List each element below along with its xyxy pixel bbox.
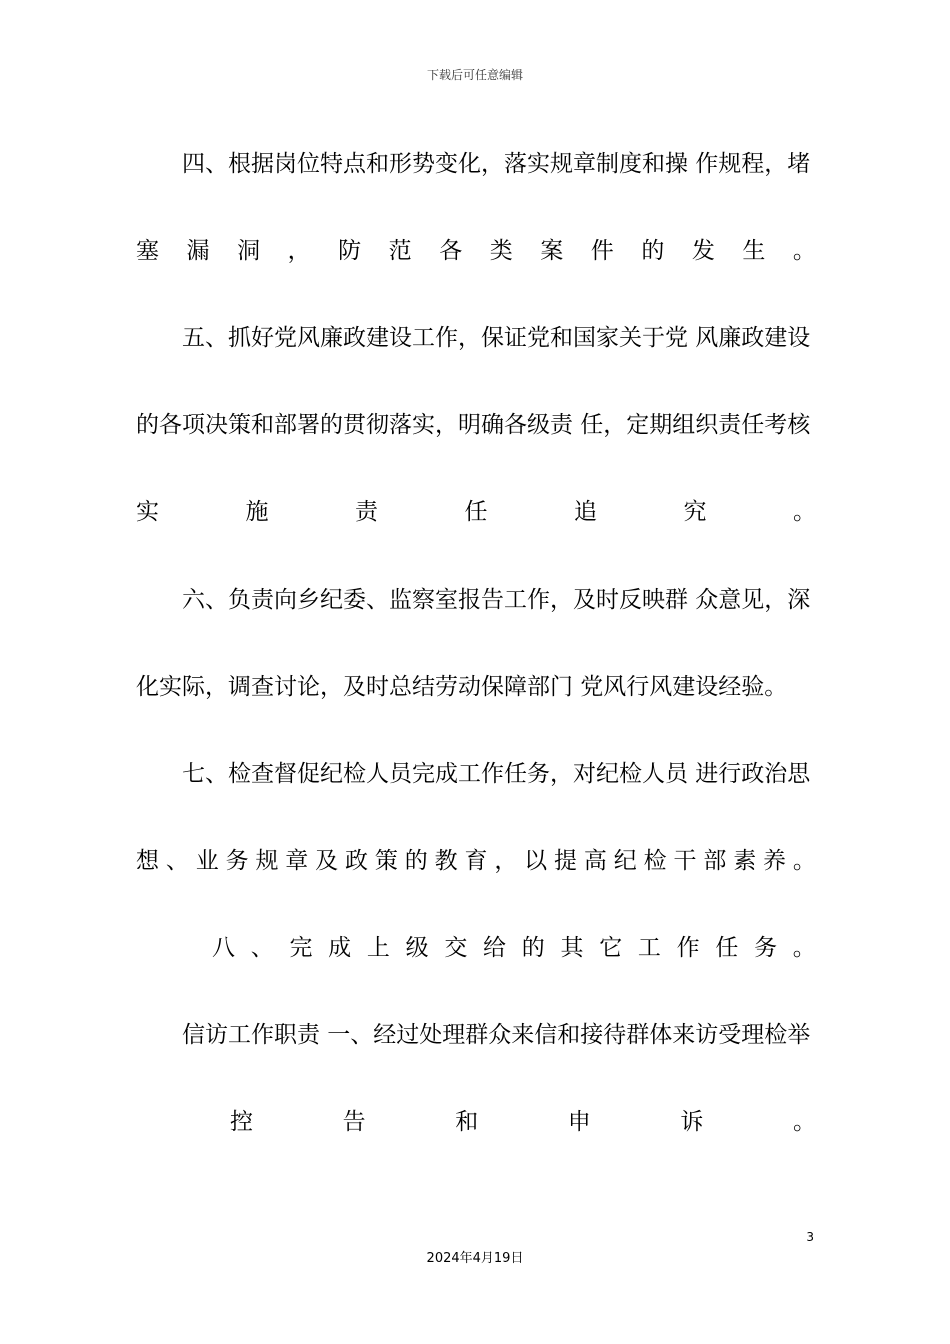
glyph: 追 [574, 499, 597, 525]
glyph: 的 [521, 935, 545, 961]
glyph: 想 [136, 848, 159, 874]
glyph: 交 [444, 935, 468, 961]
glyph: 其 [560, 935, 584, 961]
glyph: 案 [540, 238, 564, 264]
glyph: 纪 [613, 848, 637, 874]
glyph: 、 [165, 848, 189, 874]
text-line-11: 信访工作职责 一、经过处理群众来信和接待群体来访受理检举 [182, 1022, 811, 1048]
glyph: 告 [342, 1109, 366, 1135]
glyph: 究 [683, 499, 707, 525]
glyph: 政 [345, 848, 369, 874]
glyph: 八 [212, 935, 235, 961]
glyph: 育 [464, 848, 488, 874]
glyph: 洞 [237, 238, 261, 264]
glyph: 务 [754, 935, 778, 961]
text-line-12 [136, 1107, 816, 1137]
glyph: 范 [388, 238, 412, 264]
glyph: 生 [742, 238, 766, 264]
text-line-10 [136, 933, 816, 963]
glyph: 高 [583, 848, 607, 874]
glyph: 防 [338, 238, 362, 264]
glyph: 作 [676, 935, 700, 961]
glyph: 诉 [680, 1109, 704, 1135]
glyph: 漏 [186, 238, 210, 264]
glyph: 教 [434, 848, 458, 874]
glyph: 策 [374, 848, 398, 874]
text-line-6: 六、负责向乡纪委、监察室报告工作，及时反映群 众意见，深 [182, 587, 811, 613]
glyph: 类 [489, 238, 513, 264]
text-line-9 [136, 846, 816, 876]
glyph: 任 [464, 499, 488, 525]
glyph: 给 [483, 935, 507, 961]
glyph: 工 [637, 935, 661, 961]
glyph: 素 [733, 848, 757, 874]
glyph: 干 [673, 848, 697, 874]
glyph: 级 [405, 935, 429, 961]
glyph: 成 [328, 935, 352, 961]
glyph: 。 [792, 1109, 816, 1135]
text-line-2 [136, 236, 816, 266]
glyph: 完 [289, 935, 313, 961]
text-line-7: 化实际，调查讨论，及时总结劳动保障部门 党风行风建设经验。 [136, 674, 788, 700]
page-number: 3 [806, 1230, 814, 1244]
glyph: 。 [792, 238, 816, 264]
glyph: 实 [136, 499, 159, 525]
text-line-3: 五、抓好党风廉政建设工作，保证党和国家关于党 风廉政建设 [182, 325, 811, 351]
glyph: 务 [225, 848, 249, 874]
glyph: 部 [703, 848, 727, 874]
glyph: 申 [567, 1109, 591, 1135]
glyph: 章 [285, 848, 309, 874]
glyph: 塞 [136, 238, 159, 264]
glyph: 和 [455, 1109, 479, 1135]
glyph: ， [494, 848, 518, 874]
glyph: 它 [599, 935, 623, 961]
glyph: 施 [245, 499, 269, 525]
glyph: 。 [793, 499, 816, 525]
footer-date: 2024年4月19日 [426, 1251, 524, 1266]
glyph: 任 [715, 935, 739, 961]
glyph: 。 [792, 848, 816, 874]
glyph: 规 [255, 848, 279, 874]
glyph: 及 [315, 848, 339, 874]
glyph: 件 [590, 238, 614, 264]
glyph: 检 [643, 848, 667, 874]
glyph: 提 [554, 848, 578, 874]
glyph: 上 [366, 935, 390, 961]
glyph: 各 [439, 238, 463, 264]
glyph: 的 [404, 848, 428, 874]
glyph: 。 [792, 935, 816, 961]
text-line-5 [136, 497, 816, 527]
text-line-4: 的各项决策和部署的贯彻落实，明确各级责 任，定期组织责任考核 [136, 412, 811, 438]
glyph: 发 [691, 238, 715, 264]
glyph: 、 [250, 935, 274, 961]
glyph: 控 [230, 1109, 253, 1135]
page-header: 下载后可任意编辑 [426, 68, 523, 82]
glyph: 以 [524, 848, 548, 874]
glyph: 业 [195, 848, 219, 874]
text-line-1: 四、根据岗位特点和形势变化，落实规章制度和操 作规程，堵 [182, 151, 811, 177]
glyph: 养 [763, 848, 787, 874]
glyph: 责 [355, 499, 378, 525]
text-line-8: 七、检查督促纪检人员完成工作任务，对纪检人员 进行政治思 [182, 761, 811, 787]
glyph: ， [287, 238, 311, 264]
glyph: 的 [641, 238, 665, 264]
